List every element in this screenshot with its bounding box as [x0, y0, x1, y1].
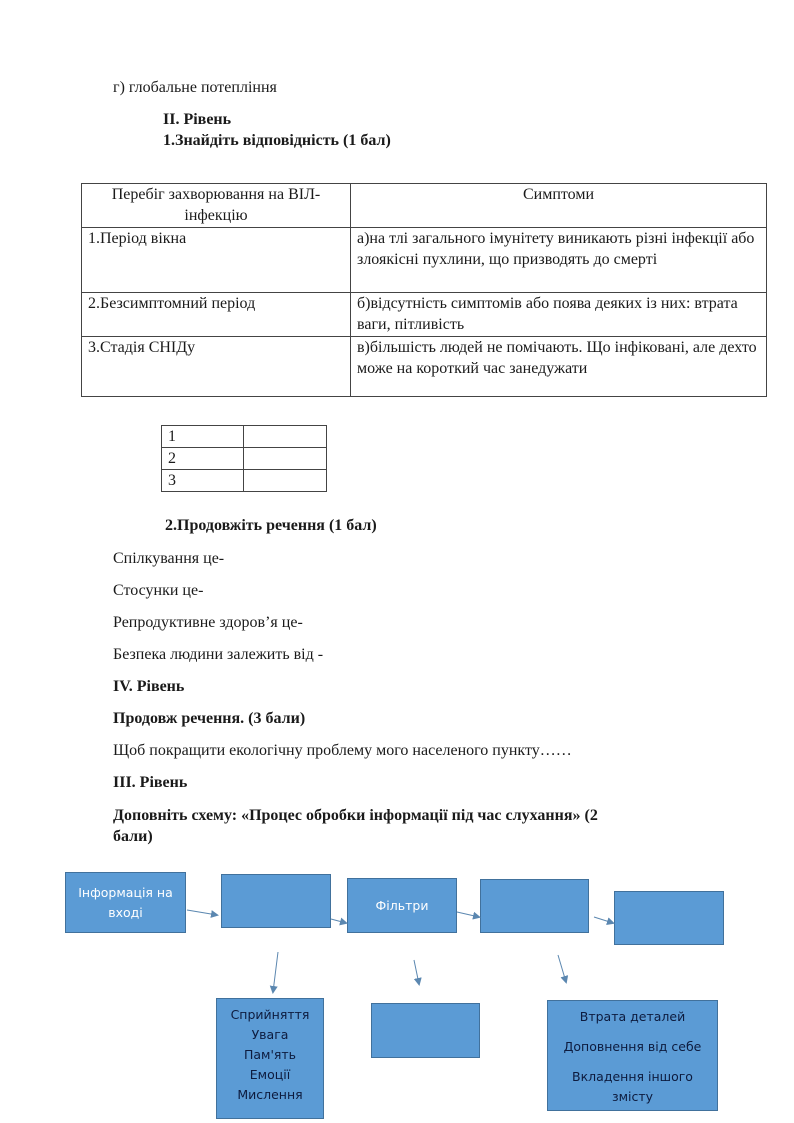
level-3-task-heading: Доповніть схему: «Процес обробки інформації під час слухання» (2 — [113, 807, 598, 824]
sentence-prompt: Стосунки це- — [113, 582, 204, 599]
arrow-down-to-perception — [273, 952, 278, 992]
arrow-filters-to-box4 — [457, 912, 479, 917]
level-2-heading: ІІ. Рівень — [163, 111, 232, 128]
table-row — [82, 228, 767, 293]
answer-row — [162, 470, 327, 492]
level-4-heading: IV. Рівень — [113, 678, 185, 695]
table-header-row — [82, 184, 767, 228]
arrow-down-to-distortions — [558, 955, 566, 982]
table-row — [82, 337, 767, 397]
header-line: інфекцію — [184, 207, 248, 224]
box-label: вході — [108, 904, 143, 920]
list-item: Увага — [251, 1027, 289, 1042]
answer-field[interactable] — [244, 426, 327, 448]
diagram-box-filters: Фільтри — [347, 878, 457, 933]
answer-field[interactable] — [244, 448, 327, 470]
diagram-box-blank[interactable] — [221, 874, 331, 928]
table-row — [82, 293, 767, 337]
list-item: Пам'ять — [243, 1047, 297, 1062]
header-symptoms: Симптоми — [351, 184, 767, 228]
symptom-cell: б)відсутність симптомів або поява деяких із них: втрата ваги, пітливість — [351, 293, 767, 337]
sentence-prompt: Безпека людини залежить від - — [113, 646, 324, 663]
level-3-task-heading-cont: бали) — [113, 828, 153, 845]
answer-field[interactable] — [244, 470, 327, 492]
sentence-prompt: Репродуктивне здоров’я це- — [113, 614, 303, 631]
header-line: Перебіг захворювання на ВІЛ- — [111, 186, 321, 203]
answer-grid — [161, 425, 327, 492]
answer-row — [162, 426, 327, 448]
list-item: Сприйняття — [230, 1007, 310, 1022]
answer-key: 3 — [162, 470, 244, 492]
list-item: Мислення — [237, 1087, 303, 1102]
task-1-heading: 1.Знайдіть відповідність (1 бал) — [163, 132, 391, 149]
diagram-box-distortions-list — [547, 1000, 718, 1111]
list-item: Втрата деталей — [579, 1009, 686, 1024]
box-label: Інформація на — [78, 884, 173, 900]
arrow-box4-to-box5 — [594, 917, 613, 923]
answer-key: 1 — [162, 426, 244, 448]
sentence-prompt: Спілкування це- — [113, 550, 225, 567]
diagram-box-perception-list — [216, 998, 324, 1119]
level-3-heading: ІІІ. Рівень — [113, 774, 188, 791]
stage-cell: 1.Період вікна — [82, 228, 351, 293]
diagram-box-blank[interactable] — [614, 891, 724, 945]
arrow-box2-to-filters — [331, 919, 346, 923]
arrow-input-to-box2 — [187, 910, 217, 915]
arrow-down-to-blank — [414, 960, 419, 984]
list-item: Доповнення від себе — [563, 1039, 702, 1054]
answer-option-g: г) глобальне потепління — [113, 79, 277, 96]
diagram-box-blank[interactable] — [480, 879, 589, 933]
level-4-task-heading: Продовж речення. (3 бали) — [113, 710, 306, 727]
list-item: Вкладення іншого — [572, 1069, 693, 1084]
diagram-box-blank[interactable] — [371, 1003, 480, 1058]
list-item: Емоції — [249, 1067, 291, 1082]
task-2-heading: 2.Продовжіть речення (1 бал) — [165, 517, 377, 534]
symptom-cell: в)більшість людей не помічають. Що інфіковані, але дехто може на короткий час занедужати — [351, 337, 767, 397]
stage-cell: 2.Безсимптомний період — [82, 293, 351, 337]
symptom-cell: а)на тлі загального імунітету виникають різні інфекції або злоякісні пухлини, що призводять до смерті — [351, 228, 767, 293]
stage-cell: 3.Стадія СНІДу — [82, 337, 351, 397]
matching-table — [81, 183, 767, 397]
diagram-box-input — [65, 872, 186, 933]
list-item: змісту — [611, 1089, 654, 1104]
header-disease-course — [82, 184, 351, 228]
answer-row — [162, 448, 327, 470]
answer-key: 2 — [162, 448, 244, 470]
level-4-sentence: Щоб покращити екологічну проблему мого населеного пункту…… — [113, 742, 572, 759]
